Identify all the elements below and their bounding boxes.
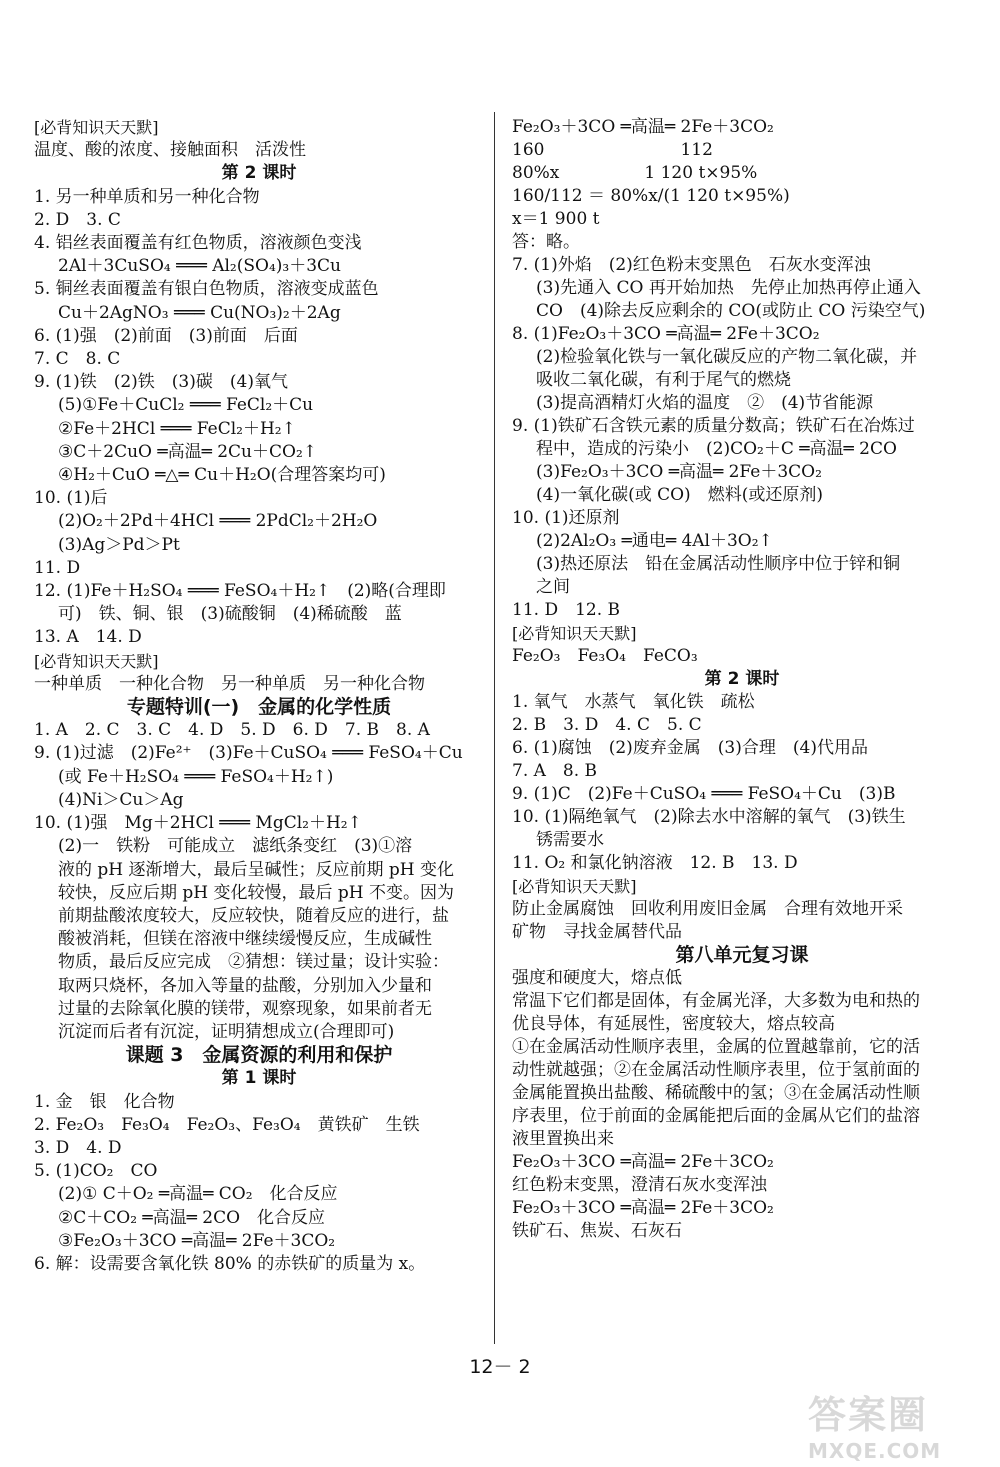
right-column (512, 116, 972, 1243)
answer-line: 1. 另一种单质和另一种化合物 (34, 186, 260, 207)
answer-line: 红色粉末变黑，澄清石灰水变浑浊 (512, 1175, 767, 1195)
answer-line: 5. 铜丝表面覆盖有银白色物质，溶液变成蓝色 (34, 279, 379, 300)
answer-line: 动性就越强；②在金属活动性顺序表里，位于氢前面的 (512, 1060, 920, 1080)
answer-line: 13. A 14. D (34, 627, 142, 648)
answer-line: 10. (1)后 (34, 488, 108, 509)
answer-line: (或 Fe＋H₂SO₄ ═══ FeSO₄＋H₂↑) (58, 766, 334, 787)
answer-line: 80%x 1 120 t×95% (512, 163, 758, 183)
answer-line: 答：略。 (512, 232, 580, 252)
answer-line: 防止金属腐蚀 回收利用废旧金属 合理有效地开采 (512, 899, 903, 919)
answer-line: 3. D 4. D (34, 1137, 122, 1158)
answer-line: 取两只烧杯，各加入等量的盐酸，分别加入少量和 (58, 975, 432, 996)
answer-line: (3)Ag＞Pd＞Pt (58, 534, 180, 555)
memory-tag: [必背知识天天默] (512, 624, 637, 643)
column-divider (494, 112, 495, 1344)
answer-line: 2. Fe₂O₃ Fe₃O₄ Fe₂O₃、Fe₃O₄ 黄铁矿 生铁 (34, 1114, 420, 1135)
answer-line: 物质，最后反应完成 ②猜想：镁过量；设计实验： (58, 952, 449, 973)
answer-line: (4)Ni＞Cu＞Ag (58, 789, 184, 810)
answer-line: 2. B 3. D 4. C 5. C (512, 715, 702, 735)
answer-line: 7. (1)外焰 (2)红色粉末变黑色 石灰水变浑浊 (512, 255, 871, 275)
answer-line: (3)热还原法 铅在金属活动性顺序中位于锌和铜 (536, 554, 901, 574)
answer-line: Fe₂O₃＋3CO ═高温═ 2Fe＋3CO₂ (512, 117, 774, 137)
answer-line: CO (4)除去反应剩余的 CO(或防止 CO 污染空气) (536, 301, 926, 321)
section-heading: 第 2 课时 (221, 163, 297, 184)
answer-line: 6. 解：设需要含氧化铁 80% 的赤铁矿的质量为 x。 (34, 1253, 426, 1274)
answer-line: 10. (1)隔绝氧气 (2)除去水中溶解的氧气 (3)铁生 (512, 807, 906, 827)
answer-line: 1. 氧气 水蒸气 氧化铁 疏松 (512, 692, 755, 712)
watermark-url: MXQE.COM (808, 1439, 942, 1463)
answer-line: 较快，反应后期 pH 变化较慢，最后 pH 不变。因为 (58, 882, 455, 903)
answer-line: ①在金属活动性顺序表里，金属的位置越靠前，它的活 (512, 1037, 920, 1057)
answer-line: 可) 铁、铜、银 (3)硫酸铜 (4)稀硫酸 蓝 (58, 604, 402, 625)
answer-line: 程中，造成的污染小 (2)CO₂＋C ═高温═ 2CO (536, 439, 897, 459)
answer-line: 2. D 3. C (34, 209, 121, 230)
answer-line: 吸收二氧化碳，有利于尾气的燃烧 (536, 370, 791, 390)
answer-line: 5. (1)CO₂ CO (34, 1161, 158, 1182)
answer-line: 锈需要水 (536, 830, 604, 850)
answer-line: ③C＋2CuO ═高温═ 2Cu＋CO₂↑ (58, 441, 318, 462)
answer-line: (2)O₂＋2Pd＋4HCl ═══ 2PdCl₂＋2H₂O (58, 511, 378, 532)
section-title: 专题特训(一) 金属的化学性质 (126, 696, 392, 719)
answer-line: (3)提高酒精灯火焰的温度 ② (4)节省能源 (536, 393, 874, 413)
answer-line: Fe₂O₃＋3CO ═高温═ 2Fe＋3CO₂ (512, 1198, 774, 1218)
answer-line: 常温下它们都是固体，有金属光泽，大多数为电和热的 (512, 991, 920, 1011)
section-title: 课题 3 金属资源的利用和保护 (125, 1044, 393, 1067)
answer-line: 7. A 8. B (512, 761, 598, 781)
answer-line: (3)Fe₂O₃＋3CO ═高温═ 2Fe＋3CO₂ (536, 462, 822, 482)
memory-tag: [必背知识天天默] (512, 877, 637, 896)
answer-line: (3)先通入 CO 再开始加热 先停止加热再停止通入 (536, 278, 921, 298)
memory-tag: [必背知识天天默] (34, 651, 159, 671)
answer-line: ②Fe＋2HCl ═══ FeCl₂＋H₂↑ (58, 418, 296, 439)
answer-line: 10. (1)强 Mg＋2HCl ═══ MgCl₂＋H₂↑ (34, 813, 362, 834)
answer-line: 优良导体，有延展性，密度较大，熔点较高 (512, 1014, 835, 1034)
answer-line: 2Al＋3CuSO₄ ═══ Al₂(SO₄)₃＋3Cu (58, 256, 341, 277)
answer-line: ④H₂＋CuO ═△═ Cu＋H₂O(合理答案均可) (58, 465, 386, 486)
answer-line: 序表里，位于前面的金属能把后面的金属从它们的盐溶 (512, 1106, 920, 1126)
answer-line: 9. (1)过滤 (2)Fe²⁺ (3)Fe＋CuSO₄ ═══ FeSO₄＋Cu (34, 743, 463, 764)
answer-line: 8. (1)Fe₂O₃＋3CO ═高温═ 2Fe＋3CO₂ (512, 324, 820, 344)
answer-line: 4. 铝丝表面覆盖有红色物质，溶液颜色变浅 (34, 233, 362, 254)
answer-line: 酸被消耗，但镁在溶液中继续缓慢反应，生成碱性 (58, 929, 432, 950)
answer-line: (2)2Al₂O₃ ═通电═ 4Al＋3O₂↑ (536, 531, 773, 551)
answer-line: 金属能置换出盐酸、稀硫酸中的氢；③在金属活动性顺 (512, 1083, 920, 1103)
answer-line: x＝1 900 t (512, 209, 600, 229)
answer-line: 160 112 (512, 140, 713, 160)
answer-line: 1. A 2. C 3. C 4. D 5. D 6. D 7. B 8. A (34, 720, 430, 741)
page-number: 12－ 2 (469, 1356, 531, 1378)
answer-line: 12. (1)Fe＋H₂SO₄ ═══ FeSO₄＋H₂↑ (2)略(合理即 (34, 581, 446, 602)
answer-line: 液的 pH 逐渐增大，最后呈碱性；反应前期 pH 变化 (58, 859, 455, 880)
answer-line: 矿物 寻找金属替代品 (512, 922, 682, 942)
answer-line: 9. (1)铁 (2)铁 (3)碳 (4)氧气 (34, 372, 288, 393)
answer-line: 之间 (536, 577, 570, 597)
answer-line: (2)① C＋O₂ ═高温═ CO₂ 化合反应 (58, 1184, 338, 1205)
answer-line: 过量的去除氧化膜的镁带，观察现象，如果前者无 (58, 998, 432, 1019)
answer-line: 9. (1)C (2)Fe＋CuSO₄ ═══ FeSO₄＋Cu (3)B (512, 784, 896, 804)
answer-line: 9. (1)铁矿石含铁元素的质量分数高；铁矿石在冶炼过 (512, 416, 915, 436)
answer-line: 前期盐酸浓度较大，反应较快，随着反应的进行，盐 (58, 905, 449, 926)
watermark (808, 1384, 988, 1463)
answer-line: Fe₂O₃ Fe₃O₄ FeCO₃ (512, 646, 698, 666)
memory-tag: [必背知识天天默] (34, 118, 159, 137)
answer-line: 11. O₂ 和氯化钠溶液 12. B 13. D (512, 853, 798, 873)
watermark-logo: 答案圈 (808, 1393, 929, 1437)
answer-line: 7. C 8. C (34, 349, 121, 370)
answer-line: Fe₂O₃＋3CO ═高温═ 2Fe＋3CO₂ (512, 1152, 774, 1172)
section-heading: 第 2 课时 (704, 669, 780, 689)
answer-line: 强度和硬度大，熔点低 (512, 968, 682, 988)
answer-line: 液里置换出来 (512, 1129, 614, 1149)
left-column (34, 116, 484, 1276)
answer-line: 160/112 ＝ 80%x/(1 120 t×95%) (512, 186, 790, 206)
answer-line: 6. (1)强 (2)前面 (3)前面 后面 (34, 325, 298, 346)
answer-line: 铁矿石、焦炭、石灰石 (512, 1221, 682, 1241)
answer-line: 10. (1)还原剂 (512, 508, 620, 528)
answer-line: 11. D (34, 557, 81, 578)
answer-line: (5)①Fe＋CuCl₂ ═══ FeCl₂＋Cu (58, 395, 314, 416)
answer-line: ③Fe₂O₃＋3CO ═高温═ 2Fe＋3CO₂ (58, 1230, 336, 1251)
answer-line: (2)检验氧化铁与一氧化碳反应的产物二氧化碳，并 (536, 347, 918, 367)
answer-line: (2)一 铁粉 可能成立 滤纸条变红 (3)①溶 (58, 836, 413, 857)
answer-line: 1. 金 银 化合物 (34, 1091, 175, 1112)
answer-line: ②C＋CO₂ ═高温═ 2CO 化合反应 (58, 1207, 326, 1228)
answer-line: 沉淀而后者有沉淀，证明猜想成立(合理即可) (58, 1021, 395, 1042)
answer-line: Cu＋2AgNO₃ ═══ Cu(NO₃)₂＋2Ag (58, 302, 341, 323)
section-heading: 第 1 课时 (221, 1068, 297, 1089)
answer-line: 11. D 12. B (512, 600, 621, 620)
answer-line: 温度、酸的浓度、接触面积 活泼性 (34, 140, 306, 161)
section-title: 第八单元复习课 (675, 944, 809, 966)
answer-line: 一种单质 一种化合物 另一种单质 另一种化合物 (34, 673, 425, 694)
answer-line: 6. (1)腐蚀 (2)废弃金属 (3)合理 (4)代用品 (512, 738, 868, 758)
answer-line: (4)一氧化碳(或 CO) 燃料(或还原剂) (536, 485, 823, 505)
